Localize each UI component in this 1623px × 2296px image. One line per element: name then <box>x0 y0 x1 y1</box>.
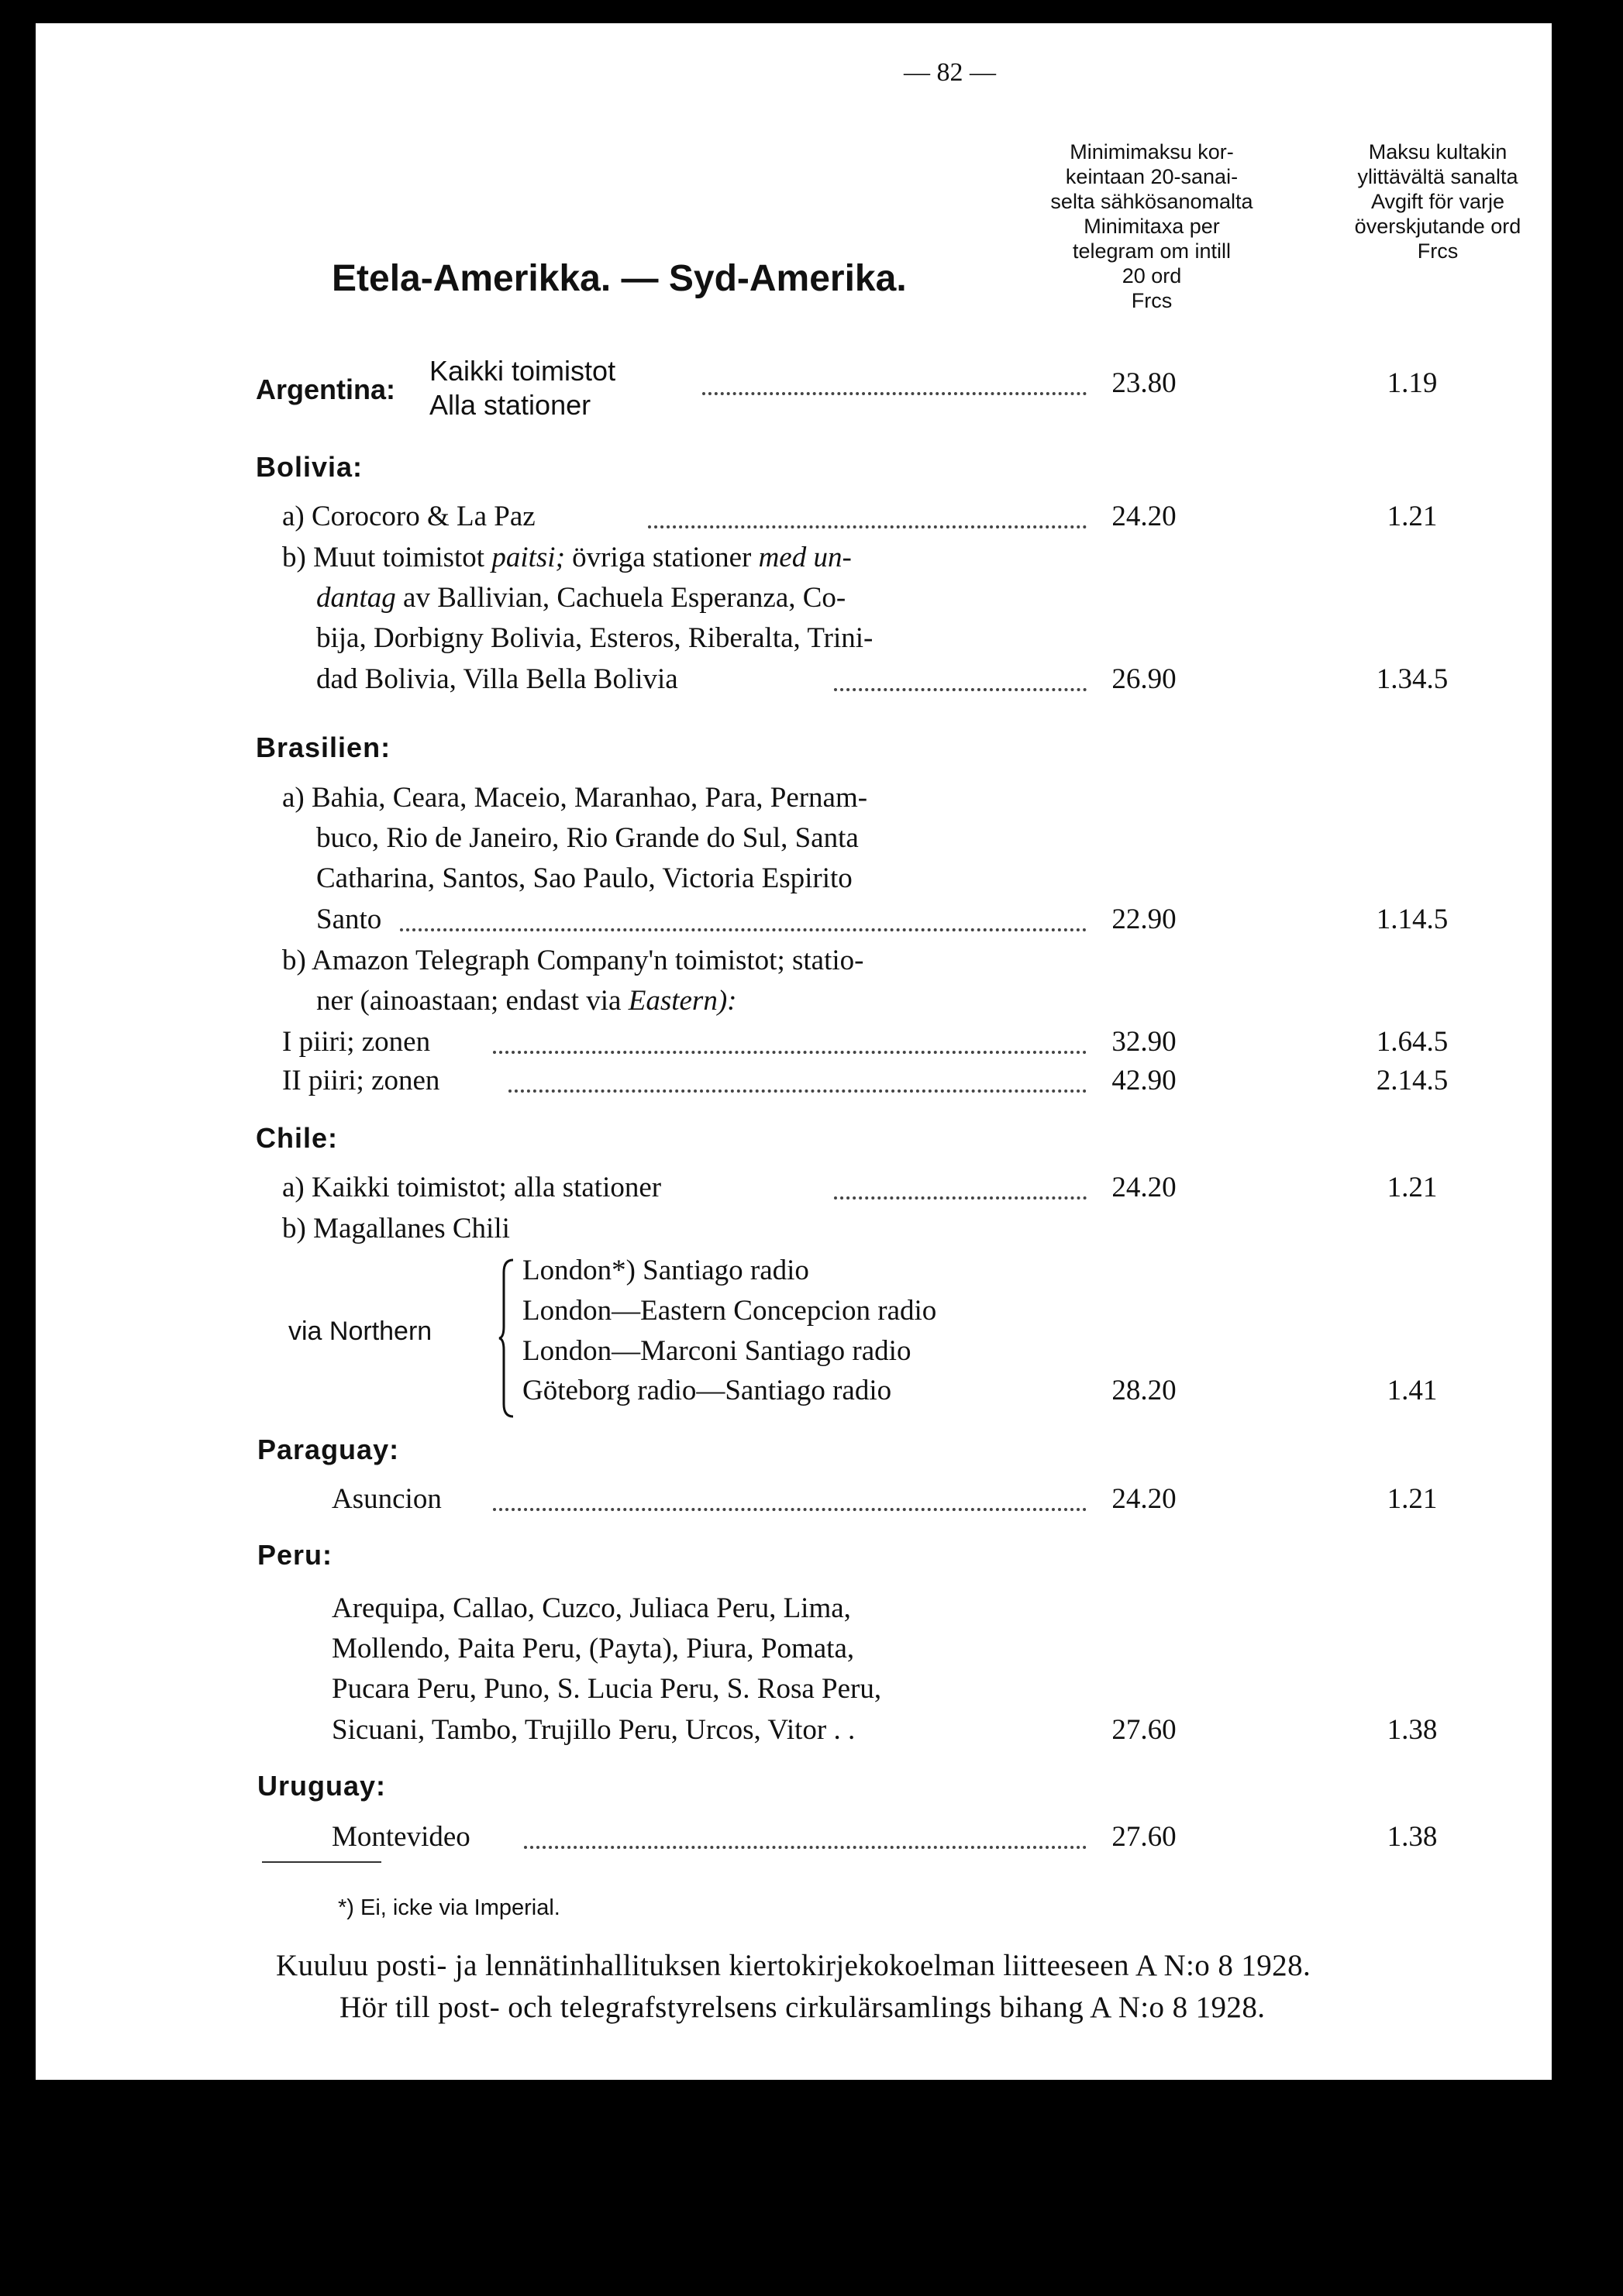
section-heading-argentina: Argentina: <box>256 373 395 405</box>
table-row-uruguay <box>36 1818 1552 1861</box>
argentina-line2: Alla stationer <box>429 389 591 421</box>
chile-route-1: London*) Santiago radio <box>522 1255 809 1286</box>
row-label: I piiri; zonen <box>282 1026 431 1058</box>
column-header-minimum: Minimimaksu kor- keintaan 20-sanai- selta sähkösanomalta Minimitaxa per telegram om intill 20 ord Frcs <box>1050 140 1253 312</box>
value-minimum: 32.90 <box>1111 1026 1177 1058</box>
value-extra: 1.21 <box>1387 1483 1438 1515</box>
value-minimum: 28.20 <box>1111 1375 1177 1406</box>
bolivia-b-line-3: bija, Dorbigny Bolivia, Esteros, Riberalta, Trini- <box>316 622 874 654</box>
page-title: Etela-Amerikka. — Syd-Amerika. <box>332 258 907 299</box>
value-extra: 1.21 <box>1387 501 1438 532</box>
argentina-line1: Kaikki toimistot <box>429 355 616 387</box>
brasilien-b-line-1: b) Amazon Telegraph Company'n toimistot; statio- <box>282 945 864 976</box>
page-number: — 82 — <box>904 58 996 87</box>
bolivia-b-line-1: b) Muut toimistot paitsi; övriga stationer med un- <box>282 542 852 573</box>
value-extra: 1.38 <box>1387 1714 1438 1746</box>
chile-route-3: London—Marconi Santiago radio <box>522 1335 911 1367</box>
peru-line-3: Pucara Peru, Puno, S. Lucia Peru, S. Rosa Peru, <box>332 1673 882 1705</box>
value-extra: 1.34.5 <box>1376 663 1449 695</box>
table-row-brasilien-zone-2 <box>36 1062 1552 1105</box>
footnote-rule <box>262 1861 381 1863</box>
chile-via-northern: via Northern <box>288 1317 432 1346</box>
chile-route-2: London—Eastern Concepcion radio <box>522 1295 937 1327</box>
bolivia-b-line-2: dantag av Ballivian, Cachuela Esperanza, Co- <box>316 582 846 614</box>
value-extra: 1.14.5 <box>1376 904 1449 935</box>
value-minimum: 27.60 <box>1111 1821 1177 1853</box>
section-heading-brasilien: Brasilien: <box>256 731 391 763</box>
row-label: Asuncion <box>332 1483 442 1515</box>
value-minimum: 24.20 <box>1111 1172 1177 1203</box>
row-label: Sicuani, Tambo, Trujillo Peru, Urcos, Vitor . . <box>332 1714 856 1746</box>
value-extra: 1.21 <box>1387 1172 1438 1203</box>
row-label: Göteborg radio—Santiago radio <box>522 1375 892 1406</box>
table-row-paraguay <box>36 1480 1552 1523</box>
dot-leader <box>508 1051 1087 1093</box>
value-extra: 2.14.5 <box>1376 1065 1449 1096</box>
column-header-extra-word: Maksu kultakin ylittävältä sanalta Avgift för varje överskjutande ord Frcs <box>1354 140 1521 263</box>
value-minimum: 27.60 <box>1111 1714 1177 1746</box>
value-minimum: 23.80 <box>1111 367 1177 399</box>
section-heading-uruguay: Uruguay: <box>257 1770 387 1802</box>
section-heading-chile: Chile: <box>256 1122 339 1154</box>
row-label: Santo <box>316 904 382 935</box>
dot-leader <box>702 353 1087 395</box>
brasilien-a-line-3: Catharina, Santos, Sao Paulo, Victoria Espirito <box>316 862 853 894</box>
section-heading-bolivia: Bolivia: <box>256 451 364 483</box>
row-label: a) Corocoro & La Paz <box>282 501 536 532</box>
row-label: a) Kaikki toimistot; alla stationer <box>282 1172 662 1203</box>
dot-leader <box>400 890 1087 931</box>
table-row-brasilien-a <box>36 900 1552 944</box>
dot-leader <box>834 649 1087 691</box>
value-extra: 1.41 <box>1387 1375 1438 1406</box>
value-minimum: 24.20 <box>1111 1483 1177 1515</box>
value-extra: 1.64.5 <box>1376 1026 1449 1058</box>
table-row-bolivia-a <box>36 497 1552 541</box>
footer-line-sv: Hör till post- och telegrafstyrelsens cirkulärsamlings bihang A N:o 8 1928. <box>339 1991 1266 2024</box>
row-label: Montevideo <box>332 1821 470 1853</box>
table-row-chile-a <box>36 1169 1552 1212</box>
value-minimum: 26.90 <box>1111 663 1177 695</box>
brasilien-a-line-2: buco, Rio de Janeiro, Rio Grande do Sul, Santa <box>316 822 859 854</box>
value-extra: 1.19 <box>1387 367 1438 399</box>
footer-line-fi: Kuuluu posti- ja lennätinhallituksen kiertokirjekokoelman liitteeseen A N:o 8 1928. <box>276 1949 1311 1982</box>
value-extra: 1.38 <box>1387 1821 1438 1853</box>
peru-line-1: Arequipa, Callao, Cuzco, Juliaca Peru, Lima, <box>332 1592 851 1624</box>
table-row-bolivia-b <box>36 660 1552 704</box>
footnote: *) Ei, icke via Imperial. <box>338 1895 560 1920</box>
dot-leader <box>524 1807 1087 1849</box>
value-minimum: 22.90 <box>1111 904 1177 935</box>
table-row-argentina <box>36 364 1552 408</box>
dot-leader <box>648 487 1087 528</box>
table-row-chile-b <box>36 1372 1552 1415</box>
dot-leader <box>493 1012 1087 1054</box>
brasilien-b-line-2: ner (ainoastaan; endast via Eastern): <box>316 985 737 1017</box>
value-minimum: 24.20 <box>1111 501 1177 532</box>
row-label: dad Bolivia, Villa Bella Bolivia <box>316 663 678 695</box>
brasilien-a-line-1: a) Bahia, Ceara, Maceio, Maranhao, Para, Pernam- <box>282 782 868 814</box>
peru-line-2: Mollendo, Paita Peru, (Payta), Piura, Pomata, <box>332 1633 855 1664</box>
dot-leader <box>834 1158 1087 1200</box>
document-page <box>36 23 1552 2080</box>
section-heading-peru: Peru: <box>257 1539 333 1571</box>
row-label: II piiri; zonen <box>282 1065 440 1096</box>
dot-leader <box>493 1469 1087 1511</box>
table-row-peru <box>36 1711 1552 1754</box>
value-minimum: 42.90 <box>1111 1065 1177 1096</box>
chile-b-label: b) Magallanes Chili <box>282 1213 510 1244</box>
section-heading-paraguay: Paraguay: <box>257 1434 400 1465</box>
